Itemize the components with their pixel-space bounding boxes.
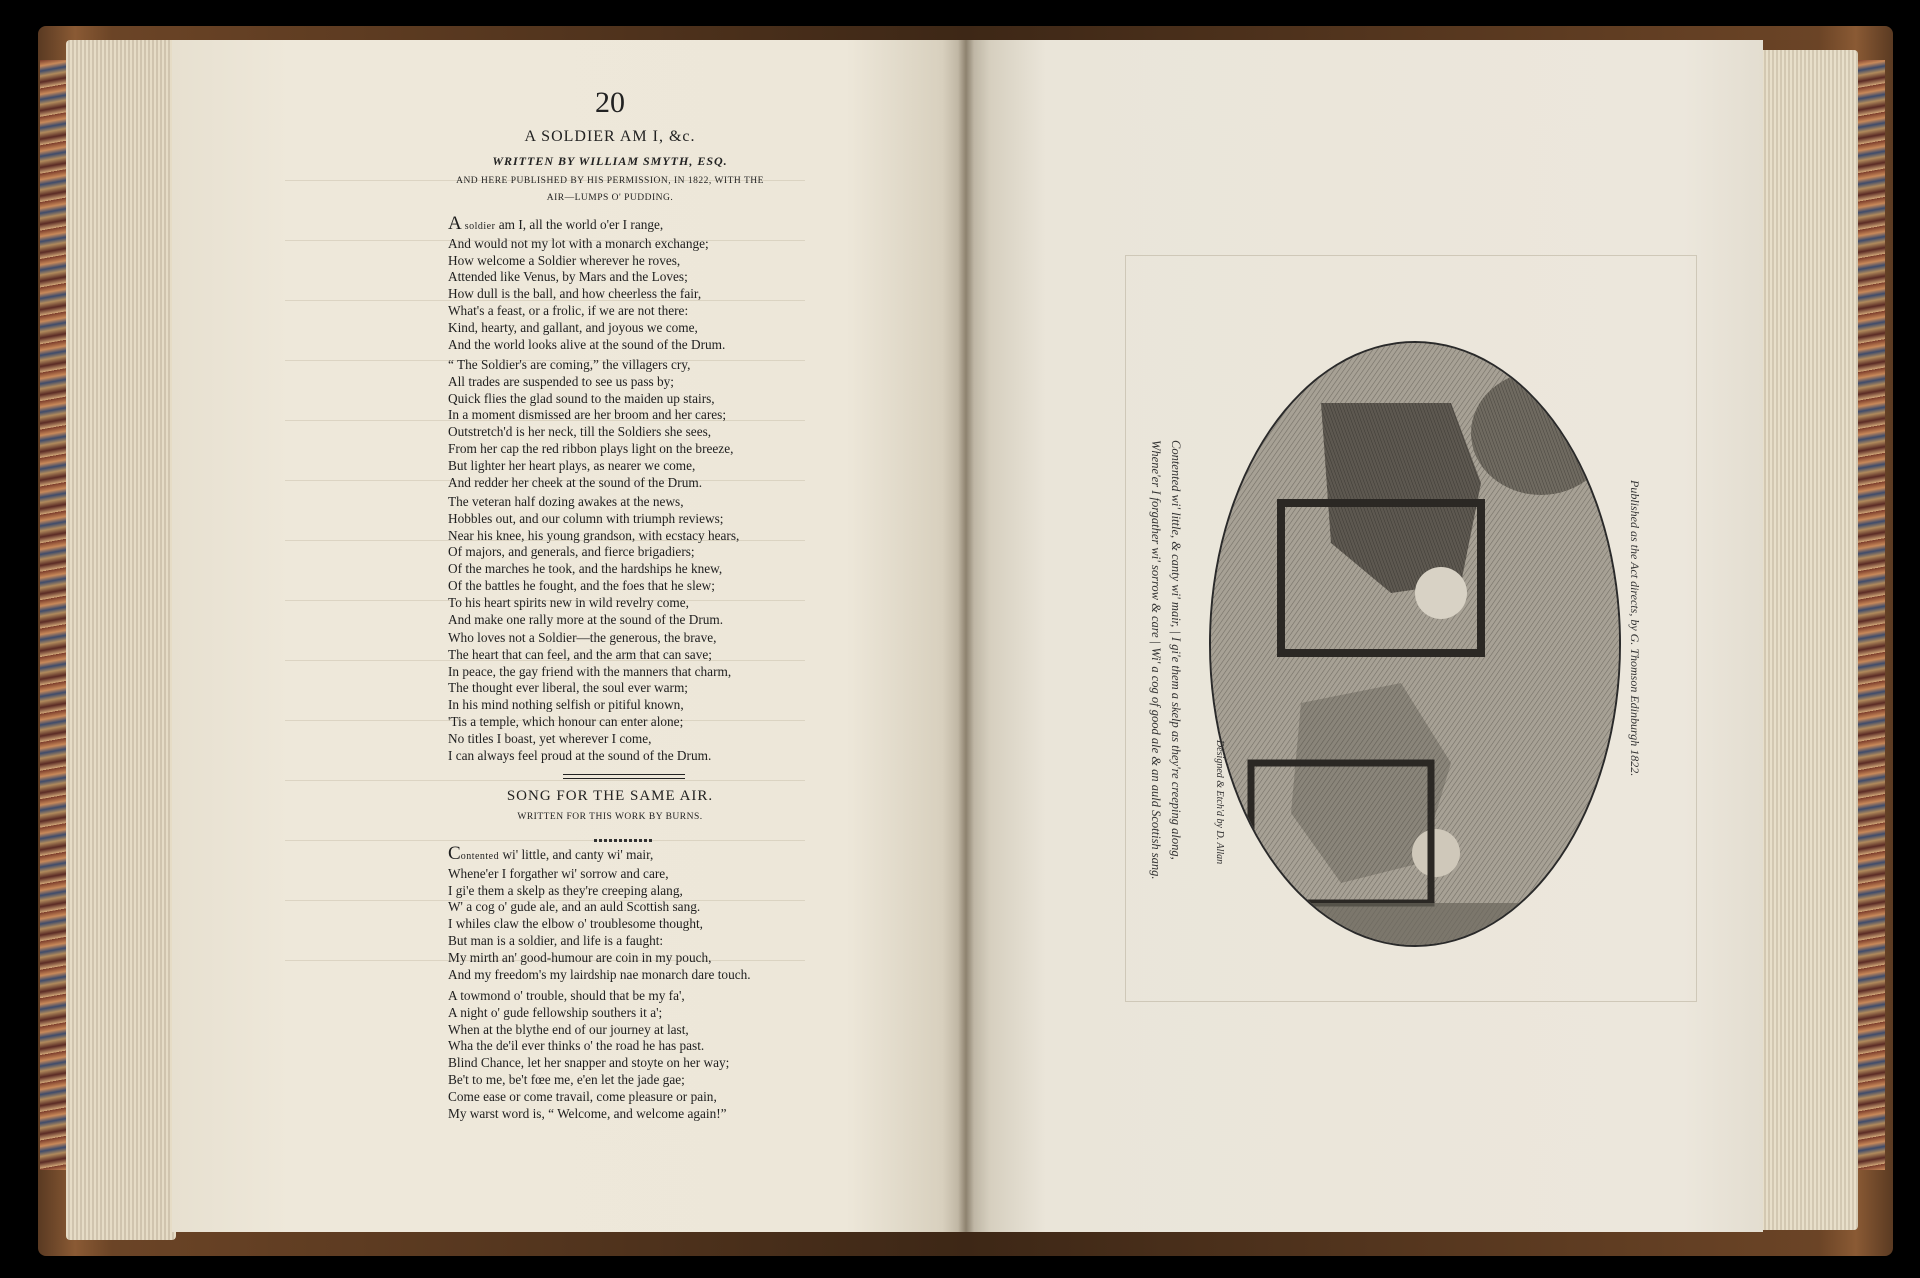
poem-line: The heart that can feel, and the arm that can save; [448, 646, 712, 662]
poem-line: What's a feast, or a frolic, if we are not there: [448, 302, 689, 318]
poem-line: W' a cog o' gude ale, and an auld Scottish sang. [448, 899, 701, 915]
poem-line: In peace, the gay friend with the manners that charm, [448, 663, 732, 679]
poem-line: “ The Soldier's are coming,” the villagers cry, [448, 357, 691, 372]
page-edges-left [66, 40, 176, 1240]
author-line: WRITTEN BY WILLIAM SMYTH, ESQ. [492, 154, 728, 168]
poem-line: When at the blythe end of our journey at last, [448, 1021, 689, 1037]
poem-line: No titles I boast, yet wherever I come, [448, 730, 652, 746]
poem-line: And redder her cheek at the sound of the Drum. [448, 474, 703, 490]
poem-line: The veteran half dozing awakes at the news, [448, 494, 684, 509]
poem-line: I whiles claw the elbow o' troublesome thought, [448, 916, 703, 932]
poem-line: In his mind nothing selfish or pitiful known, [448, 697, 684, 713]
small-caps-word: ontented [460, 851, 500, 862]
book-gutter [958, 40, 974, 1232]
poem-line: Kind, hearty, and gallant, and joyous we come, [448, 319, 698, 335]
poem-line: My mirth an' good-humour are coin in my pouch, [448, 949, 712, 965]
poem-line: A towmond o' trouble, should that be my fa', [448, 988, 685, 1003]
small-caps-word: soldier [461, 221, 496, 232]
poem-line: Quick flies the glad sound to the maiden up stairs, [448, 390, 715, 406]
man-head [1412, 829, 1460, 877]
poem-line: And the world looks alive at the sound of the Drum. [448, 336, 726, 352]
page-edges-right [1758, 50, 1858, 1230]
poem-line: And would not my lot with a monarch exchange; [448, 235, 709, 251]
stanza-first-line [448, 213, 808, 236]
marbled-edge-right [1855, 60, 1885, 1170]
poem-line: The thought ever liberal, the soul ever warm; [448, 680, 688, 696]
poem-line: Of the battles he fought, and the foes that he slew; [448, 577, 715, 593]
poem-line: But lighter her heart plays, as nearer we come, [448, 457, 696, 473]
ornament-rule [594, 839, 654, 842]
poem-line: Of the marches he took, and the hardships he knew, [448, 561, 723, 577]
poem-line: From her cap the red ribbon plays light on the breeze, [448, 440, 734, 456]
song-stanza-1 [448, 843, 808, 983]
drop-cap: A [448, 213, 462, 234]
poem-line: Near his knee, his young grandson, with ecstacy hears, [448, 527, 740, 543]
line-rest: wi' little, and canty wi' mair, [499, 847, 654, 862]
poem-line: 'Tis a temple, which honour can enter alone; [448, 713, 684, 729]
poem-line: But man is a soldier, and life is a faught: [448, 932, 664, 948]
stanza-2 [448, 357, 808, 491]
tavern-engraving [1211, 343, 1619, 945]
poem-line: I gi'e them a skelp as they're creeping alang, [448, 882, 683, 898]
engraving-oval [1209, 341, 1621, 947]
poem-line: And make one rally more at the sound of the Drum. [448, 611, 724, 627]
stanza-4 [448, 630, 808, 764]
caption-line-2: Whene'er I forgather wi' sorrow & care | Wi' a cog of good ale & an auld Scottish sang. [1149, 440, 1163, 880]
song-title-burns: SONG FOR THE SAME AIR. [506, 788, 714, 804]
stanza-first-line [448, 843, 808, 866]
poem-line: Outstretch'd is her neck, till the Soldiers she sees, [448, 424, 712, 440]
poem-line: To his heart spirits new in wild revelry come, [448, 594, 689, 610]
poem-line: Of majors, and generals, and fierce brigadiers; [448, 544, 695, 560]
poem-line: Whene'er I forgather wi' sorrow and care, [448, 865, 669, 881]
poem-line: My warst word is, “ Welcome, and welcome again!” [448, 1105, 727, 1121]
poem-line: Attended like Venus, by Mars and the Loves; [448, 269, 688, 285]
poem-line: I can always feel proud at the sound of the Drum. [448, 747, 712, 763]
line-rest: am I, all the world o'er I range, [495, 217, 664, 232]
stanza-1 [448, 213, 808, 353]
poem-line: Hobbles out, and our column with triumph reviews; [448, 510, 724, 526]
section-rule-bottom [563, 778, 685, 779]
publication-line-1: AND HERE PUBLISHED BY HIS PERMISSION, IN 1822, WITH THE [456, 176, 764, 186]
poem-line: In a moment dismissed are her broom and her cares; [448, 407, 727, 423]
poem-line: And my freedom's my lairdship nae monarch dare touch. [448, 966, 751, 982]
poem-line: How welcome a Soldier wherever he roves, [448, 252, 681, 268]
page-number: 20 [595, 86, 625, 119]
poem-line: All trades are suspended to see us pass by; [448, 373, 674, 389]
publication-line-2: AIR—LUMPS O' PUDDING. [546, 193, 674, 203]
caption-line-1: Contented wi' little, & canty wi' mair, | I gi'e them a skelp as they're creeping along, [1169, 440, 1183, 860]
drop-cap: C [448, 843, 461, 864]
poem-line: Be't to me, be't fœe me, e'en let the jade gae; [448, 1071, 685, 1087]
poem-line: Who loves not a Soldier—the generous, the brave, [448, 630, 717, 645]
artist-credit: Designed & Etch'd by D. Allan [1214, 740, 1225, 865]
poem-line: Come ease or come travail, come pleasure or pain, [448, 1088, 717, 1104]
publisher-line: Published as the Act directs, by G. Thomson Edinburgh 1822. [1628, 480, 1642, 777]
poem-line: How dull is the ball, and how cheerless the fair, [448, 286, 702, 302]
poem-line: Wha the de'il ever thinks o' the road he has past. [448, 1038, 705, 1054]
section-rule-top [563, 774, 685, 775]
woman-head [1415, 567, 1467, 619]
poem-line: A night o' gude fellowship southers it a'; [448, 1004, 663, 1020]
poem-line: Blind Chance, let her snapper and stoyte on her way; [448, 1055, 730, 1071]
song-subtitle: WRITTEN FOR THIS WORK BY BURNS. [517, 812, 703, 822]
stanza-3 [448, 494, 808, 628]
song-title-soldier: A SOLDIER AM I, &c. [524, 128, 696, 145]
song-stanza-2 [448, 988, 808, 1122]
